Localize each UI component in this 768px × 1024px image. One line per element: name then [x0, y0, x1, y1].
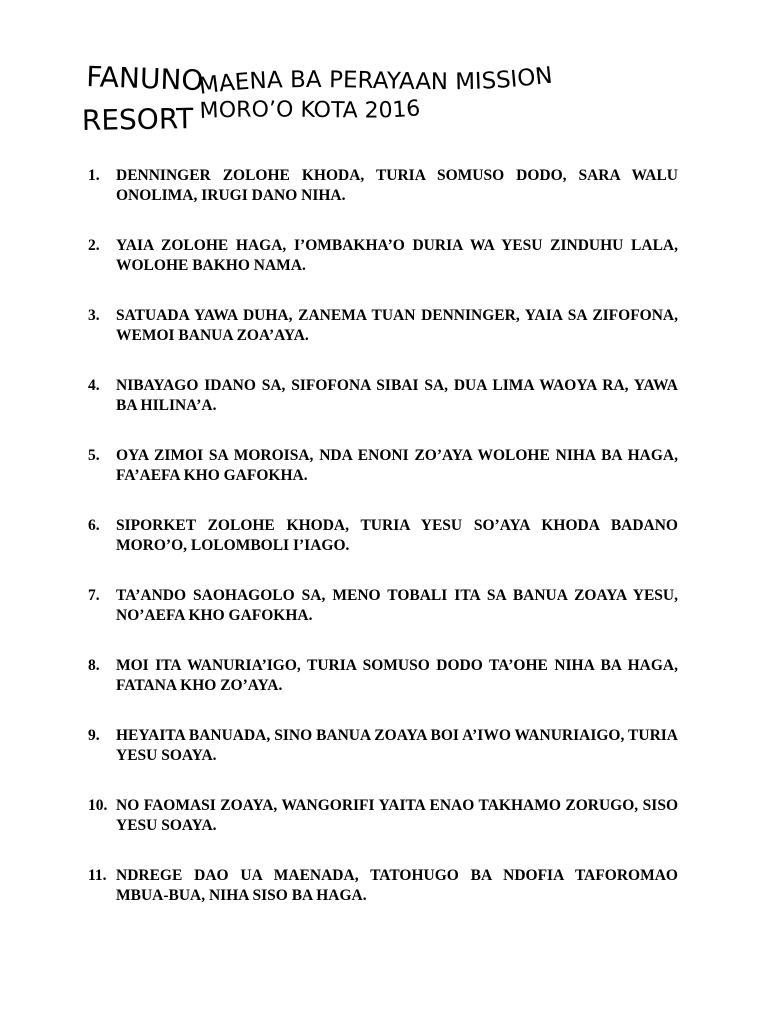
list-item: [88, 376, 678, 416]
list-item: [88, 656, 678, 696]
item-number: 6.: [88, 517, 100, 534]
item-number: 2.: [88, 237, 100, 254]
list-item: [88, 796, 678, 836]
hymn-list: [88, 166, 678, 936]
item-number: 3.: [88, 307, 100, 324]
title-line1-rest: MAENA BA PERAYAAN MISSION: [197, 62, 554, 100]
item-text: NO FAOMASI ZOAYA, WANGORIFI YAITA ENAO TAKHAMO ZORUGO, SISO YESU SOAYA.: [116, 797, 678, 834]
item-text: NIBAYAGO IDANO SA, SIFOFONA SIBAI SA, DUA LIMA WAOYA RA, YAWA BA HILINA’A.: [116, 377, 678, 414]
list-item: [88, 866, 678, 906]
item-text: NDREGE DAO UA MAENADA, TATOHUGO BA NDOFIA TAFOROMAO MBUA-BUA, NIHA SISO BA HAGA.: [116, 867, 678, 904]
title-line1-first: FANUNO: [85, 60, 204, 98]
item-number: 4.: [88, 377, 100, 394]
item-text: OYA ZIMOI SA MOROISA, NDA ENONI ZO’AYA WOLOHE NIHA BA HAGA, FA’AEFA KHO GAFOKHA.: [116, 447, 678, 484]
item-text: YAIA ZOLOHE HAGA, I’OMBAKHA’O DURIA WA YESU ZINDUHU LALA, WOLOHE BAKHO NAMA.: [116, 237, 678, 274]
item-number: 10.: [88, 797, 108, 814]
list-item: [88, 726, 678, 766]
list-item: [88, 166, 678, 206]
title-line2-first: RESORT: [81, 102, 194, 137]
item-text: TA’ANDO SAOHAGOLO SA, MENO TOBALI ITA SA BANUA ZOAYA YESU, NO’AEFA KHO GAFOKHA.: [116, 587, 678, 624]
item-number: 9.: [88, 727, 100, 744]
item-text: SIPORKET ZOLOHE KHODA, TURIA YESU SO’AYA KHODA BADANO MORO’O, LOLOMBOLI I’IAGO.: [116, 517, 678, 554]
item-number: 7.: [88, 587, 100, 604]
item-text: HEYAITA BANUADA, SINO BANUA ZOAYA BOI A’IWO WANURIAIGO, TURIA YESU SOAYA.: [116, 727, 678, 764]
title-line2-rest: MORO’O KOTA 2016: [199, 96, 422, 124]
list-item: [88, 446, 678, 486]
list-item: [88, 236, 678, 276]
item-number: 5.: [88, 447, 100, 464]
list-item: [88, 516, 678, 556]
item-number: 11.: [88, 867, 107, 884]
document-title: [80, 56, 700, 140]
list-item: [88, 586, 678, 626]
item-number: 8.: [88, 657, 100, 674]
item-text: MOI ITA WANURIA’IGO, TURIA SOMUSO DODO TA’OHE NIHA BA HAGA, FATANA KHO ZO’AYA.: [116, 657, 678, 694]
item-text: SATUADA YAWA DUHA, ZANEMA TUAN DENNINGER, YAIA SA ZIFOFONA, WEMOI BANUA ZOA’AYA.: [116, 307, 678, 344]
item-text: DENNINGER ZOLOHE KHODA, TURIA SOMUSO DODO, SARA WALU ONOLIMA, IRUGI DANO NIHA.: [116, 167, 678, 204]
list-item: [88, 306, 678, 346]
item-number: 1.: [88, 167, 100, 184]
